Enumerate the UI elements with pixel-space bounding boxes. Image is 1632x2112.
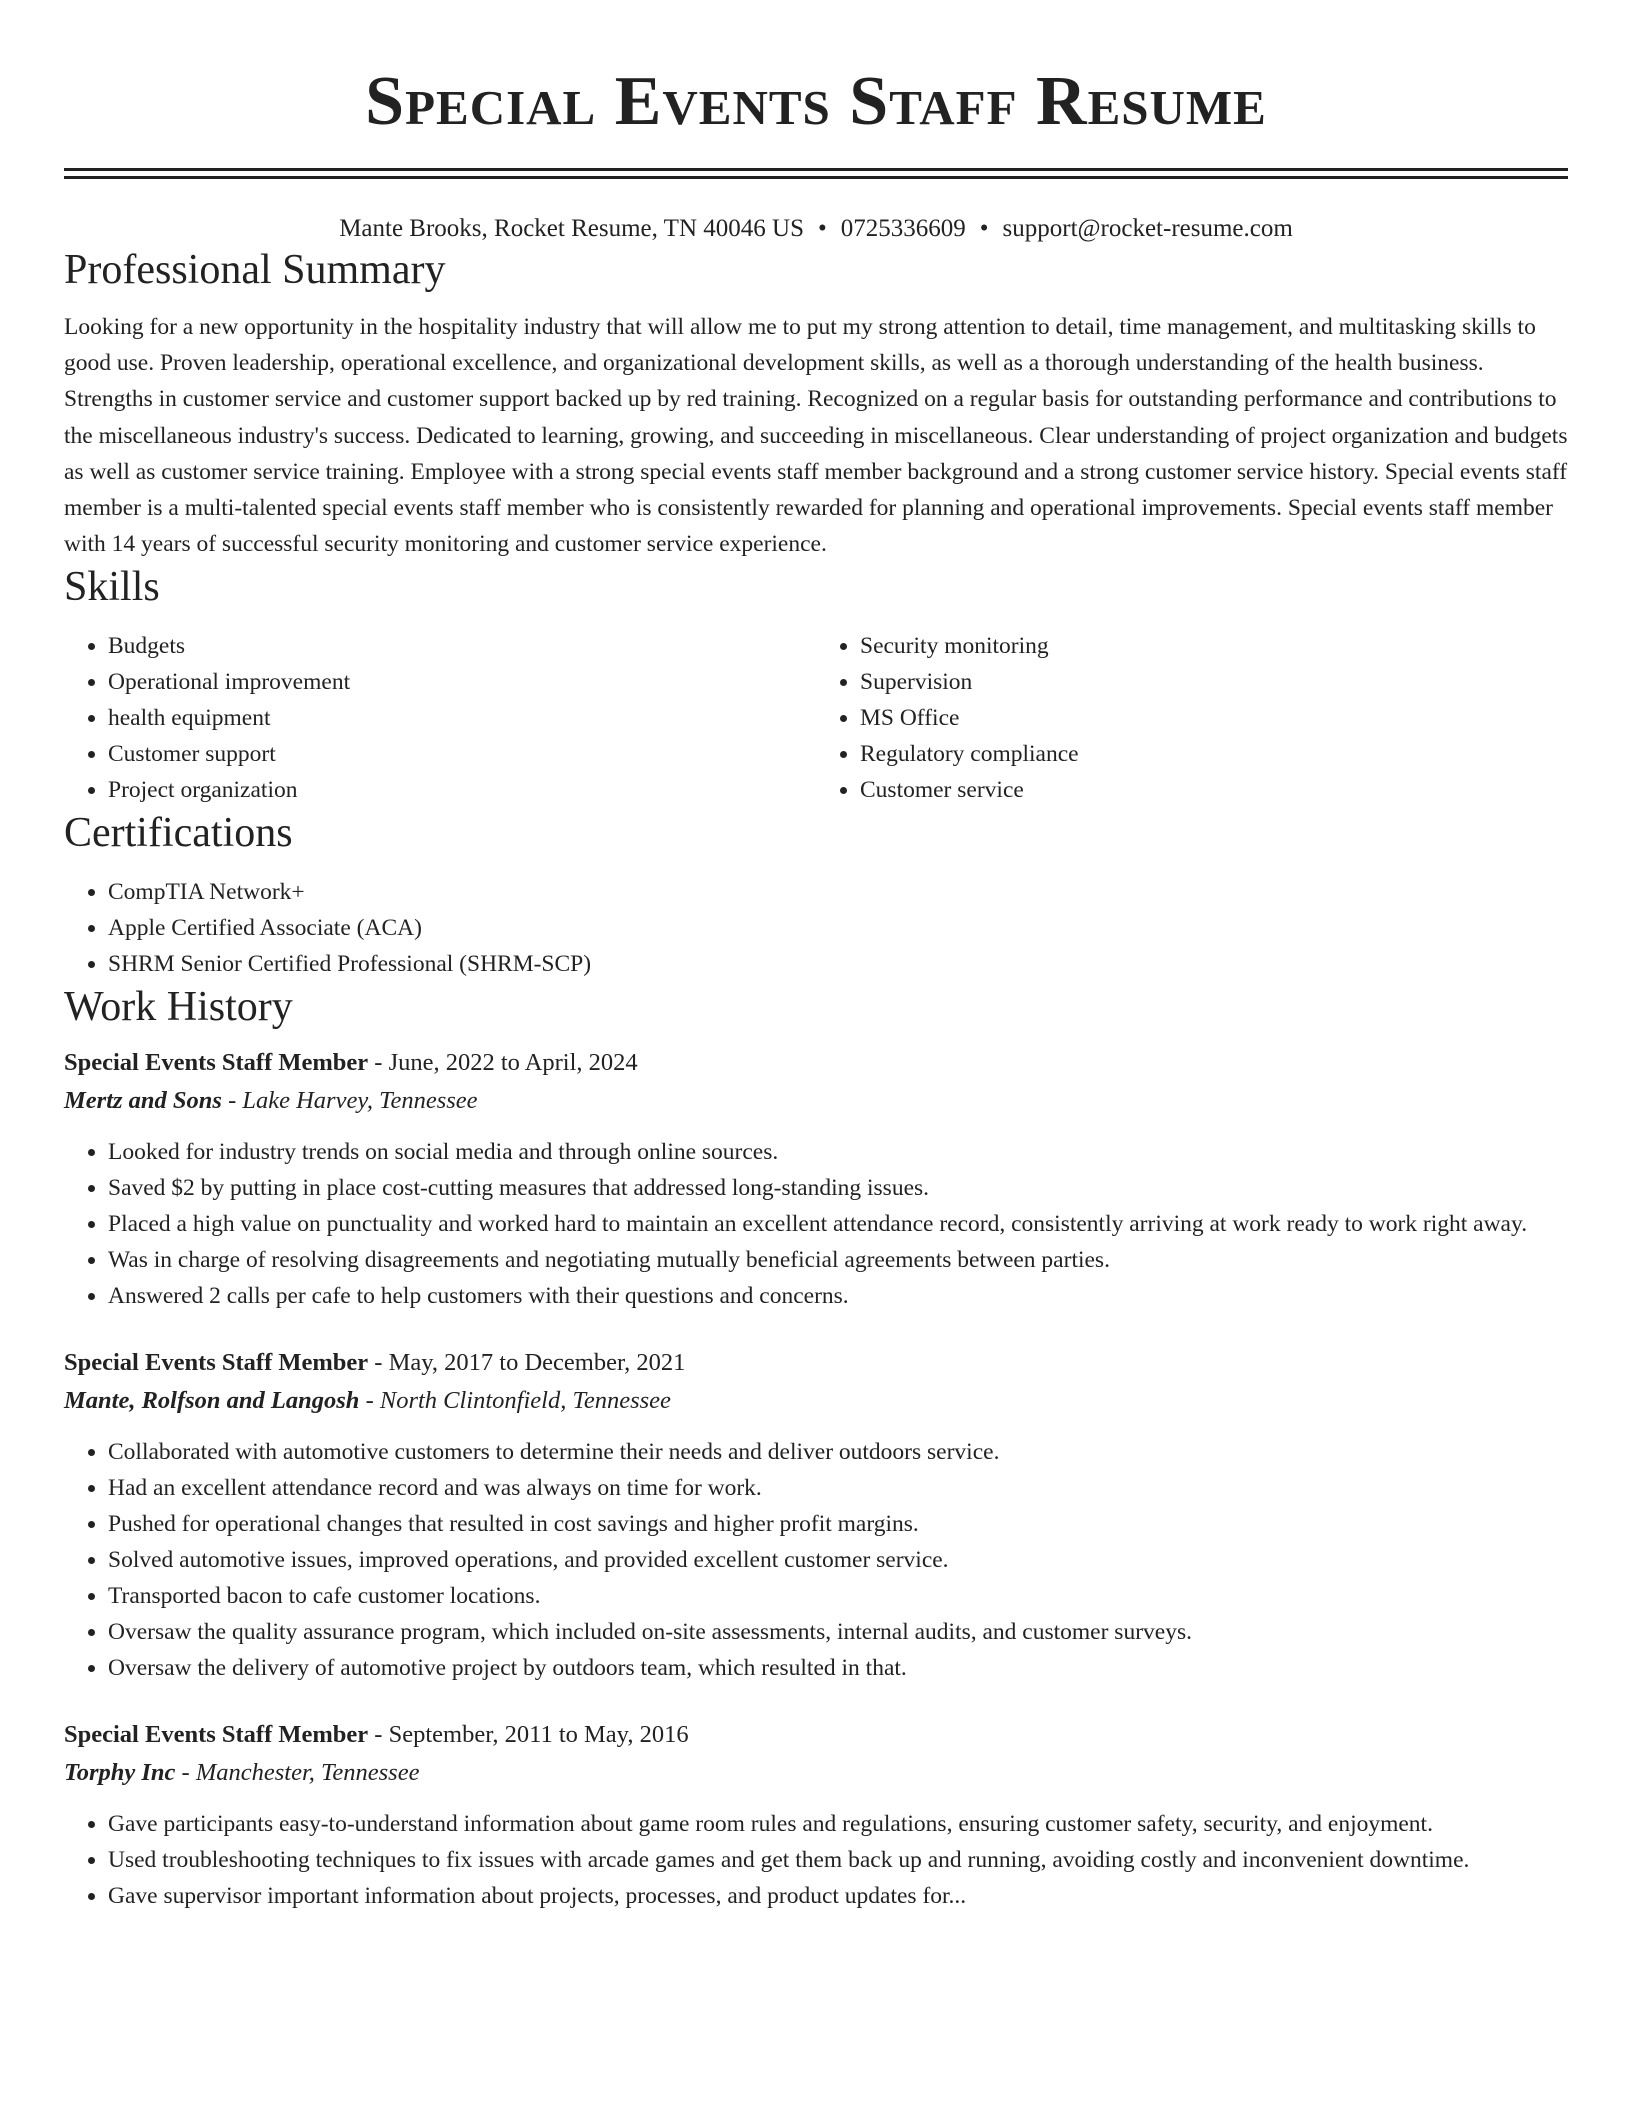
certifications-list [64,874,1568,982]
work-history-heading: Work History [64,984,293,1031]
job-company: Torphy Inc [64,1759,176,1787]
duty-item: • Was in charge of resolving disagreements and negotiating mutually beneficial agreements between parties. [108,1242,1568,1278]
job-title: Special Events Staff Member [64,1049,369,1077]
skills-column-left [64,628,816,808]
duty-item: • Used troubleshooting techniques to fix issues with arcade games and get them back up and running, avoiding costly and inconvenient downtime. [108,1842,1568,1878]
skill-item: • MS Office [860,700,1568,736]
skill-item: • Project organization [108,772,816,808]
job-duties [64,1806,1568,1914]
certification-item: • SHRM Senior Certified Professional (SHRM-SCP) [108,946,1568,982]
duty-item: • Gave supervisor important information about projects, processes, and product updates for... [108,1878,1568,1914]
job-company-line [64,1082,1568,1120]
job-location: - North Clintonfield, Tennessee [365,1387,671,1415]
job-title-line [64,1344,1568,1382]
duty-item: • Placed a high value on punctuality and worked hard to maintain an excellent attendance record, consistently arriving at work ready to work right away. [108,1206,1568,1242]
duty-item: • Answered 2 calls per cafe to help customers with their questions and concerns. [108,1278,1568,1314]
contact-phone: 0725336609 [840,215,966,242]
certification-item: • Apple Certified Associate (ACA) [108,910,1568,946]
skill-item: • Supervision [860,664,1568,700]
skills-column-right [816,628,1568,808]
duty-item: • Looked for industry trends on social media and through online sources. [108,1134,1568,1170]
summary-text: Looking for a new opportunity in the hospitality industry that will allow me to put my strong attention to detail, time management, and multitasking skills to good use. Proven leadership, operational excellence, and organizational development skills, as well as a thorough understanding of the health business. Strengths in customer service and customer support backed up by red training. Recognized on a regular basis for outstanding performance and contributions to the miscellaneous industry's success. Dedicated to learning, growing, and succeeding in miscellaneous. Clear understanding of project organization and budgets as well as customer service training. Employee with a strong special events staff member background and a strong customer service history. Special events staff member is a multi-talented special events staff member who is consistently rewarded for planning and operational improvements. Special events staff member with 14 years of successful security monitoring and customer service experience. [64,314,1568,558]
job-dates: - May, 2017 to December, 2021 [374,1349,686,1377]
duty-item: • Oversaw the quality assurance program, which included on-site assessments, internal audits, and customer surveys. [108,1614,1568,1650]
skill-item: • Budgets [108,628,816,664]
skill-item: • Security monitoring [860,628,1568,664]
job-dates: - June, 2022 to April, 2024 [374,1049,638,1077]
contact-separator: • [817,215,827,242]
skill-item: • Operational improvement [108,664,816,700]
duty-item: • Pushed for operational changes that resulted in cost savings and higher profit margins. [108,1506,1568,1542]
duty-item: • Transported bacon to cafe customer locations. [108,1578,1568,1614]
contact-line [64,213,1568,245]
job-title: Special Events Staff Member [64,1349,369,1377]
job-title: Special Events Staff Member [64,1721,369,1749]
job-title-line [64,1716,1568,1754]
job-duties [64,1134,1568,1314]
skill-item: • Customer support [108,736,816,772]
certifications-heading: Certifications [64,810,293,857]
job-entry [64,1716,1568,1914]
duty-item: • Gave participants easy-to-understand information about game room rules and regulations, ensuring customer safety, security, and enjoyment. [108,1806,1568,1842]
job-location: - Manchester, Tennessee [181,1759,420,1787]
duty-item: • Saved $2 by putting in place cost-cutting measures that addressed long-standing issues. [108,1170,1568,1206]
certification-item: • CompTIA Network+ [108,874,1568,910]
job-title-line [64,1044,1568,1082]
skills-list [64,628,1568,808]
job-dates: - September, 2011 to May, 2016 [374,1721,689,1749]
job-company: Mertz and Sons [64,1087,222,1115]
duty-item: • Had an excellent attendance record and was always on time for work. [108,1470,1568,1506]
job-entry [64,1344,1568,1686]
skill-item: • health equipment [108,700,816,736]
contact-address: Mante Brooks, Rocket Resume, TN 40046 US [339,215,804,242]
job-location: - Lake Harvey, Tennessee [228,1087,478,1115]
job-company: Mante, Rolfson and Langosh [64,1387,360,1415]
duty-item: • Oversaw the delivery of automotive project by outdoors team, which resulted in that. [108,1650,1568,1686]
job-company-line [64,1382,1568,1420]
job-duties [64,1434,1568,1686]
job-company-line [64,1754,1568,1792]
skill-item: • Regulatory compliance [860,736,1568,772]
skill-item: • Customer service [860,772,1568,808]
resume-title: Special Events Staff Resume [365,63,1267,140]
contact-separator: • [979,215,989,242]
duty-item: • Collaborated with automotive customers to determine their needs and deliver outdoors service. [108,1434,1568,1470]
skills-heading: Skills [64,564,160,611]
contact-email: support@rocket-resume.com [1002,215,1293,242]
job-entry [64,1044,1568,1314]
summary-heading: Professional Summary [64,247,446,293]
title-double-rule [64,168,1568,179]
duty-item: • Solved automotive issues, improved operations, and provided excellent customer service. [108,1542,1568,1578]
